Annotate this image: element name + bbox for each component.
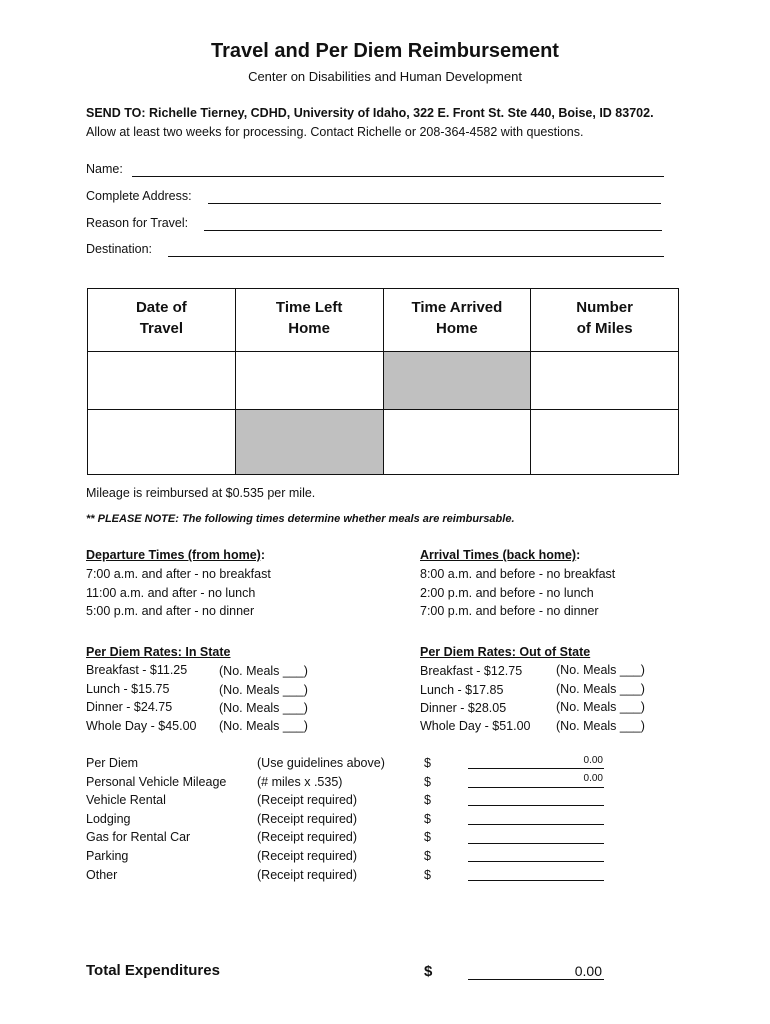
expense-label: Personal Vehicle Mileage (86, 775, 227, 789)
cell-time-left-home[interactable] (235, 352, 383, 410)
total-amount: 0.00 (574, 963, 602, 979)
cell-shaded (235, 410, 383, 475)
travel-table (87, 288, 679, 475)
expense-label: Other (86, 868, 118, 882)
header-number-of-miles: Number of Miles (531, 289, 679, 352)
arrival-line: 8:00 a.m. and before - no breakfast (420, 567, 616, 581)
address-label: Complete Address: (86, 189, 192, 203)
in-state-heading: Per Diem Rates: In State (86, 645, 231, 659)
parking-amount-field[interactable] (468, 861, 604, 862)
expense-note: (Use guidelines above) (257, 756, 385, 770)
out-of-state-meals-count[interactable]: (No. Meals ___) (556, 719, 645, 733)
departure-line: 11:00 a.m. and after - no lunch (86, 586, 256, 600)
currency-symbol: $ (424, 830, 431, 844)
expense-label: Per Diem (86, 756, 139, 770)
expense-amount: 0.00 (583, 773, 603, 784)
currency-symbol: $ (424, 868, 431, 882)
total-currency-symbol: $ (424, 963, 433, 980)
in-state-meals-count[interactable]: (No. Meals ___) (219, 664, 308, 678)
expense-note: (Receipt required) (257, 849, 358, 863)
arrival-heading: Arrival Times (back home): (420, 548, 581, 562)
form-subtitle: Center on Disabilities and Human Development (248, 69, 522, 84)
out-of-state-rate: Breakfast - $12.75 (420, 664, 523, 678)
processing-note: Allow at least two weeks for processing. Contact Richelle or 208-364-4582 with questions. (86, 125, 584, 139)
out-of-state-meals-count[interactable]: (No. Meals ___) (556, 700, 645, 714)
name-field[interactable] (132, 176, 664, 177)
total-amount-field[interactable] (468, 979, 604, 980)
out-of-state-rate: Lunch - $17.85 (420, 683, 504, 697)
expense-label: Gas for Rental Car (86, 830, 191, 844)
expense-label: Lodging (86, 812, 131, 826)
currency-symbol: $ (424, 756, 431, 770)
table-row (88, 352, 679, 410)
currency-symbol: $ (424, 849, 431, 863)
lodging-amount-field[interactable] (468, 824, 604, 825)
total-expenditures-label: Total Expenditures (86, 962, 220, 979)
departure-line: 7:00 a.m. and after - no breakfast (86, 567, 271, 581)
expense-note: (Receipt required) (257, 868, 358, 882)
expense-note: (# miles x .535) (257, 775, 343, 789)
cell-date-of-travel[interactable] (88, 352, 236, 410)
destination-label: Destination: (86, 242, 153, 256)
in-state-meals-count[interactable]: (No. Meals ___) (219, 701, 308, 715)
reason-field[interactable] (204, 230, 662, 231)
per-diem-amount-field[interactable] (468, 768, 604, 769)
send-to-address: SEND TO: Richelle Tierney, CDHD, University of Idaho, 322 E. Front St. Ste 440, Boise, ID 83702. (86, 106, 654, 120)
mileage-amount-field[interactable] (468, 787, 604, 788)
in-state-meals-count[interactable]: (No. Meals ___) (219, 683, 308, 697)
currency-symbol: $ (424, 793, 431, 807)
arrival-line: 7:00 p.m. and before - no dinner (420, 604, 599, 618)
gas-amount-field[interactable] (468, 843, 604, 844)
in-state-rate: Lunch - $15.75 (86, 682, 170, 696)
out-of-state-meals-count[interactable]: (No. Meals ___) (556, 682, 645, 696)
other-amount-field[interactable] (468, 880, 604, 881)
expense-label: Vehicle Rental (86, 793, 166, 807)
arrival-line: 2:00 p.m. and before - no lunch (420, 586, 594, 600)
in-state-meals-count[interactable]: (No. Meals ___) (219, 719, 308, 733)
expense-note: (Receipt required) (257, 812, 358, 826)
header-time-arrived-home: Time Arrived Home (383, 289, 531, 352)
out-of-state-rate: Whole Day - $51.00 (420, 719, 531, 733)
expense-amount: 0.00 (583, 755, 603, 766)
cell-number-of-miles[interactable] (531, 410, 679, 475)
departure-line: 5:00 p.m. and after - no dinner (86, 604, 255, 618)
in-state-rate: Breakfast - $11.25 (86, 663, 188, 677)
out-of-state-rate: Dinner - $28.05 (420, 701, 507, 715)
expense-label: Parking (86, 849, 129, 863)
form-title: Travel and Per Diem Reimbursement (211, 40, 559, 62)
expense-note: (Receipt required) (257, 793, 358, 807)
departure-heading: Departure Times (from home): (86, 548, 265, 562)
out-of-state-heading: Per Diem Rates: Out of State (420, 645, 591, 659)
header-time-left-home: Time Left Home (235, 289, 383, 352)
mileage-rate-note: Mileage is reimbursed at $0.535 per mile. (86, 486, 316, 500)
cell-number-of-miles[interactable] (531, 352, 679, 410)
please-note: ** PLEASE NOTE: The following times determine whether meals are reimbursable. (86, 513, 515, 525)
address-field[interactable] (208, 203, 661, 204)
cell-date-of-travel[interactable] (88, 410, 236, 475)
name-label: Name: (86, 162, 123, 176)
destination-field[interactable] (168, 256, 664, 257)
in-state-rate: Dinner - $24.75 (86, 700, 173, 714)
cell-shaded (383, 352, 531, 410)
table-header-row (88, 289, 679, 352)
currency-symbol: $ (424, 812, 431, 826)
currency-symbol: $ (424, 775, 431, 789)
out-of-state-meals-count[interactable]: (No. Meals ___) (556, 663, 645, 677)
table-row (88, 410, 679, 475)
cell-time-arrived-home[interactable] (383, 410, 531, 475)
in-state-rate: Whole Day - $45.00 (86, 719, 197, 733)
reason-label: Reason for Travel: (86, 216, 189, 230)
expense-note: (Receipt required) (257, 830, 358, 844)
header-date-of-travel: Date of Travel (88, 289, 236, 352)
vehicle-rental-amount-field[interactable] (468, 805, 604, 806)
